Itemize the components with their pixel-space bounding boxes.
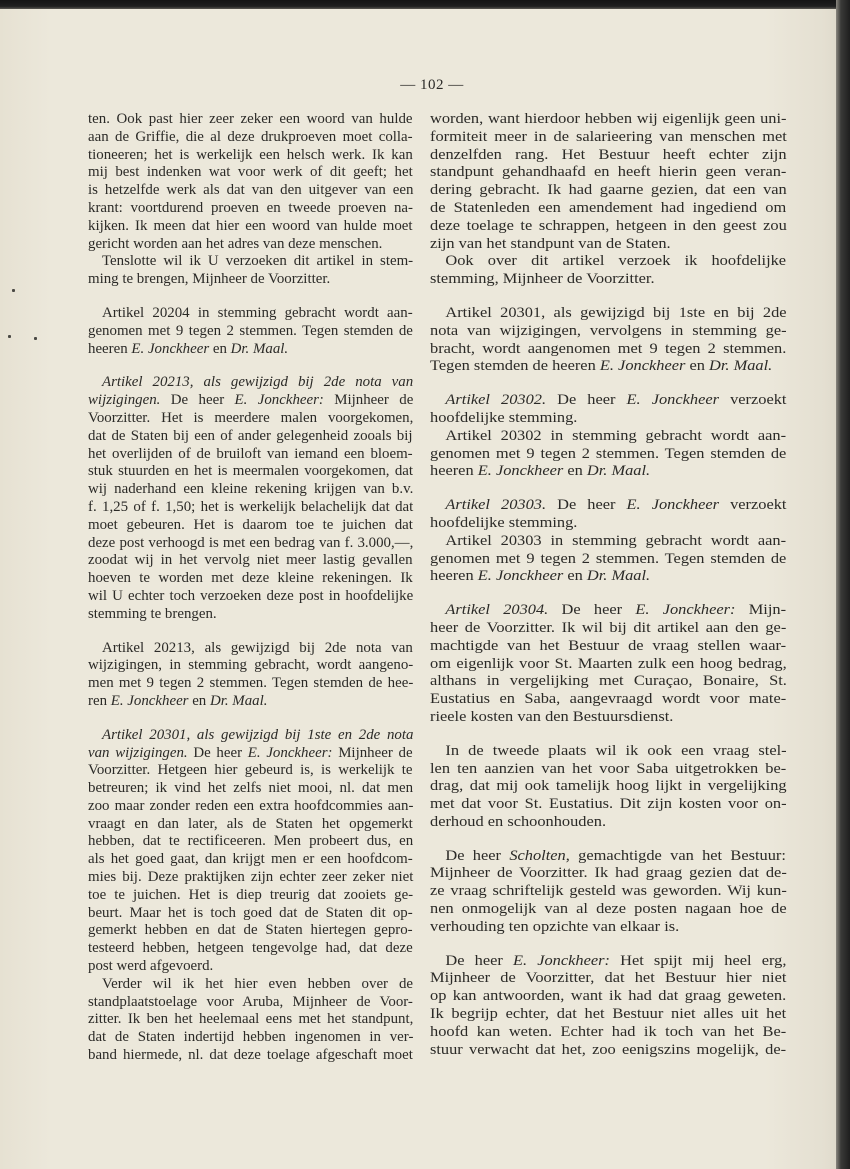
text-line [88,693,413,711]
italic-text: E. Jonckheer [477,463,564,480]
paragraph [88,374,413,623]
italic-text: Artikel 20303. [445,497,547,514]
italic-text: Artikel 20301, als gewijzigd bij 1ste en 2de nota [102,726,414,743]
italic-text: Dr. Maal. [586,463,651,480]
text-line: dat de Staten indertijd hebben ingenomen in ver- [88,1029,414,1046]
text-line: gemerkt hebben en dat de Staten hiertegen gepro- [88,922,413,939]
text-line: om eigenlijk voor St. Maarten zulk een hoog bedrag, [430,655,787,672]
text-line: deze post verhoogd is met een bedrag van f. 3.000,—, [88,534,414,551]
text-block [430,953,786,1060]
italic-text: Dr. Maal. [709,358,773,375]
text-line: zitter. Ik ben het heelemaal eens met het standpunt, [88,1011,414,1028]
text-line: standpunt gehandhaafd en heeft hierin geen veran- [430,164,787,181]
italic-text: van wijzigingen. [88,744,188,761]
text-run: De heer [187,744,248,761]
text-line: formiteit meer in de salarieering van menschen met [430,128,787,145]
text-line [88,727,413,745]
text-run: De heer [548,602,636,619]
text-line: Verder wil ik het hier even hebben over de [102,975,414,992]
italic-text: Dr. Maal. [209,692,268,709]
text-line: denzelfden rang. Het Bestuur heeft echter zijn [430,146,787,163]
text-line: Artikel 20213, als gewijzigd bij 2de nota van [102,639,413,656]
text-line: kijken. Ik meen dat hier een woord van hulde moet [88,217,413,234]
paragraph [430,111,786,253]
text-block [88,111,413,289]
text-line: derhoud en schoonhouden. [430,813,607,830]
text-line: het overlijden of de bruiloft van iemand een bloem- [88,445,413,462]
italic-text: E. Jonckheer [626,497,720,514]
italic-text: E. Jonckheer: [234,392,324,409]
text-line: machtigde van het Bestuur de vraag stellen waar- [430,637,787,654]
text-line: Artikel 20301, als gewijzigd bij 1ste en bij 2de [445,304,787,321]
text-line: hoeven te worden met deze kleine rekeningen. Ik [88,570,413,587]
text-line: stemming te brengen. [88,605,217,622]
text-line: Artikel 20302 in stemming gebracht wordt aan- [445,427,787,444]
text-block [88,640,413,711]
text-block [88,374,413,623]
text-line: met dat voor St. Eustatius. Dit zijn kosten voor on- [430,796,787,813]
text-run: De heer [160,392,235,409]
italic-text: Dr. Maal. [586,568,651,585]
text-run: en [188,692,210,709]
text-line: standplaatstoelage voor Aruba, Mijnheer de Voor- [88,993,413,1010]
text-line: nota van wijzigingen, vervolgens in stemming ge- [430,322,787,339]
left-column [88,111,413,1065]
text-line: testeerd hebben, hetgeen tengevolge had, dat deze [88,940,413,957]
paragraph [430,953,786,1060]
italic-text: Artikel 20304. [445,602,549,619]
paragraph [88,305,413,358]
text-line: tioneeren; het is werkelijk een helsch werk. Ik kan [88,146,413,163]
text-run: en [209,340,231,357]
text-line: Voorzitter. Hetgeen hier gebeurd is, is werkelijk te [88,762,413,779]
text-run: verzoekt [719,497,787,514]
text-line: hoofdelijke stemming. [430,409,578,426]
text-line [430,953,786,971]
text-line: dat de Staten bij een of ander gelegenheid zooals bij [88,427,413,444]
text-line: band hiermede, nl. dat deze toelage afgeschaft moet [88,1047,413,1064]
text-line: worden, want hierdoor hebben wij eigenlijk geen uni- [430,111,787,127]
text-run: Tegen stemden de heeren [430,358,600,375]
paragraph [430,253,786,289]
text-run: Het spijt mij heel erg, [609,952,787,969]
right-column [430,111,786,1059]
text-line: nen onmogelijk van al deze posten nagaan hoe de [430,901,787,918]
text-line: althans in vergelijking met Curaçao, Bonaire, St. [430,673,787,690]
text-run: Mijnheer de [332,744,413,761]
text-line: zoodat wij in het vervolg niet meer lastig gevallen [88,552,413,569]
text-run: heeren [430,568,478,585]
text-line: len ten aanzien van het voor Saba uitgetrokken be- [430,760,787,777]
page-number: — 102 — [400,77,464,93]
text-run: De heer [445,847,510,864]
text-run: Mijnheer de [323,392,414,409]
text-run: De heer [445,952,513,969]
text-line: Tenslotte wil ik U verzoeken dit artikel in stem- [102,253,414,270]
text-line: drag, dat mij ook tamelijk hoog lijkt in vergelijking [430,778,787,795]
italic-text: E. Jonckheer [599,358,686,375]
text-line: wil U echter toch verzoeken deze post in hoofdelijke [88,587,414,604]
text-line: dering gebracht. Ik had gaarne gezien, dat een van [430,182,787,199]
text-line: ze vraag schriftelijk gesteld was geworden. Wij kun- [430,883,787,900]
paragraph [88,727,413,976]
text-run: heeren [430,463,478,480]
text-run: heeren [88,340,132,357]
text-run: De heer [546,497,627,514]
text-line: deze toelage te schrappen, hetgeen in den geest zou [430,217,787,234]
scan-speck [12,289,15,292]
text-line: krant: voortdurend proeven en tweede proeven na- [88,199,413,216]
italic-text: E. Jonckheer: [247,744,333,761]
text-line: mij best indenken wat voor werk of dit geeft; het [88,164,413,181]
text-line: aan de Griffie, die al deze drukproeven moet colla- [88,128,413,145]
text-line: Voorzitter. Het is meerdere malen voorgekomen, [88,409,414,426]
text-run: , gemachtigde van het Bestuur: [565,847,786,864]
italic-text: Artikel 20302. [445,392,547,409]
text-line: wij naderhand een kleine rekening krijgen van b.v. [88,481,414,498]
text-line: vraagt en dan later, als de Staten het opgemerkt [88,815,413,832]
text-line: hebben, dat te rectificeeren. Men probeert dus, en [88,833,414,850]
italic-text: Dr. Maal. [230,340,289,357]
italic-text: E. Jonckheer: [512,952,610,969]
italic-text: E. Jonckheer [110,692,189,709]
text-line: toe te juichen. Het is diep treurig dat zooiets ge- [88,886,414,903]
paragraph [430,533,786,586]
text-line: moet gebeuren. Het is daarom toe te juichen dat [88,516,413,533]
paragraph [430,392,786,428]
text-line: hoofd kan weten. Echter had ik toch van het Be- [430,1023,787,1040]
text-line [430,568,786,586]
paragraph [88,640,413,711]
text-block [88,305,413,358]
text-line: Artikel 20204 in stemming gebracht wordt aan- [102,304,413,321]
text-block [430,111,786,289]
text-run: De heer [546,392,627,409]
text-line [430,848,786,866]
text-line: stemming, Mijnheer de Voorzitter. [430,271,655,288]
text-line: beurt. Maar het is toch goed dat de Staten dit op- [88,904,413,921]
text-run: Mijn- [735,602,787,619]
text-line: wijzigingen, in stemming gebracht, wordt aangeno- [88,657,414,674]
text-line [88,374,413,392]
text-line: ming te brengen, Mijnheer de Voorzitter. [88,271,331,288]
text-line: hoofdelijke stemming. [430,514,578,531]
text-line: de Statenleden een amendement had ingediend om [430,199,787,216]
text-line: stuur verwacht dat het, zoo eenigszins mogelijk, de- [430,1041,787,1058]
italic-text: Artikel 20213, als gewijzigd bij 2de nota van [102,374,414,391]
italic-text: E. Jonckheer: [635,602,736,619]
italic-text: wijzigingen. [88,392,161,409]
text-block [430,602,786,727]
text-line: is hetzelfde werk als dat van den uitgever van een [88,182,414,199]
text-line: betreuren; ik vind het zelfs niet mooi, nl. dat men [88,780,414,797]
scan-border-top [0,0,850,9]
text-block [430,848,786,937]
text-line: rieele kosten van den Bestuursdienst. [430,708,674,725]
text-block [88,727,413,1065]
text-line: In de tweede plaats wil ik ook een vraag stel- [445,742,787,759]
text-line: Eustatius en Saba, aangevraagd wordt voor mate- [430,691,787,708]
scan-speck [34,337,37,340]
text-line: heer de Voorzitter. Ik wil bij dit artikel aan den ge- [430,619,787,636]
text-line: Mijnheer de Voorzitter. Ik had graag gezien dat de- [430,865,787,882]
text-block [430,392,786,481]
scan-speck [8,335,11,338]
text-block [430,497,786,586]
text-run: verzoekt [719,392,787,409]
text-line: zoo maar zonder reden een extra hoofdcommies aan- [88,797,414,814]
paragraph [430,305,786,376]
text-line: Mijnheer de Voorzitter, dat het Bestuur hier niet [430,970,787,987]
italic-text: E. Jonckheer [477,568,564,585]
text-line: men met 9 tegen 2 stemmen. Tegen stemden de hee- [88,675,414,692]
italic-text: E. Jonckheer [626,392,720,409]
text-run: en [563,463,587,480]
text-block [430,305,786,376]
text-run: ren [88,692,111,709]
text-run: en [563,568,587,585]
text-line: als het goed gaat, dan krijgt men er een hoofdcom- [88,851,413,868]
text-line: bracht, wordt aangenomen met 9 tegen 2 stemmen. [430,340,787,357]
paragraph [430,743,786,832]
italic-text: E. Jonckheer [131,340,210,357]
text-line: genomen met 9 tegen 2 stemmen. Tegen stemden de [430,550,787,567]
text-line: genomen met 9 tegen 2 stemmen. Tegen stemden de [88,322,413,339]
text-line: zijn van het standpunt van de Staten. [430,235,671,252]
text-line [430,463,786,481]
text-line: verhouding ten opzichte van elkaar is. [430,918,680,935]
text-run: en [685,358,710,375]
scan-border-right [836,0,850,1169]
text-line [88,392,413,410]
text-line [430,602,786,620]
paragraph [430,428,786,481]
text-line: Ik begrijp echter, dat het Bestuur niet alles uit het [430,1006,787,1023]
text-line [430,358,786,376]
text-block [430,743,786,832]
text-line [430,392,786,410]
italic-text: Scholten [509,847,566,864]
paragraph [88,976,413,1065]
text-line: Artikel 20303 in stemming gebracht wordt aan- [445,532,787,549]
text-line: genomen met 9 tegen 2 stemmen. Tegen stemden de [430,445,787,462]
text-line: f. 1,25 of f. 1,50; het is werkelijk belachelijk dat dat [88,498,414,515]
text-line: stuk stuurden en het is meermalen voorgekomen, dat [88,463,414,480]
paragraph [430,602,786,727]
paragraph [88,111,413,253]
text-line: mies bij. Deze praktijken zijn echter zeer zeker niet [88,869,414,886]
text-line: op kan antwoorden, want ik had dat graag geweten. [430,988,787,1005]
text-line: gericht worden aan het adres van deze menschen. [88,235,383,252]
paragraph [430,497,786,533]
text-line [88,341,413,359]
text-line [88,745,413,763]
text-line [430,497,786,515]
paragraph [88,253,413,289]
text-line: ten. Ook past hier zeer zeker een woord van hulde [88,111,413,127]
paragraph [430,848,786,937]
text-line: Ook over dit artikel verzoek ik hoofdelijke [445,253,787,270]
text-line: post werd afgevoerd. [88,958,214,975]
